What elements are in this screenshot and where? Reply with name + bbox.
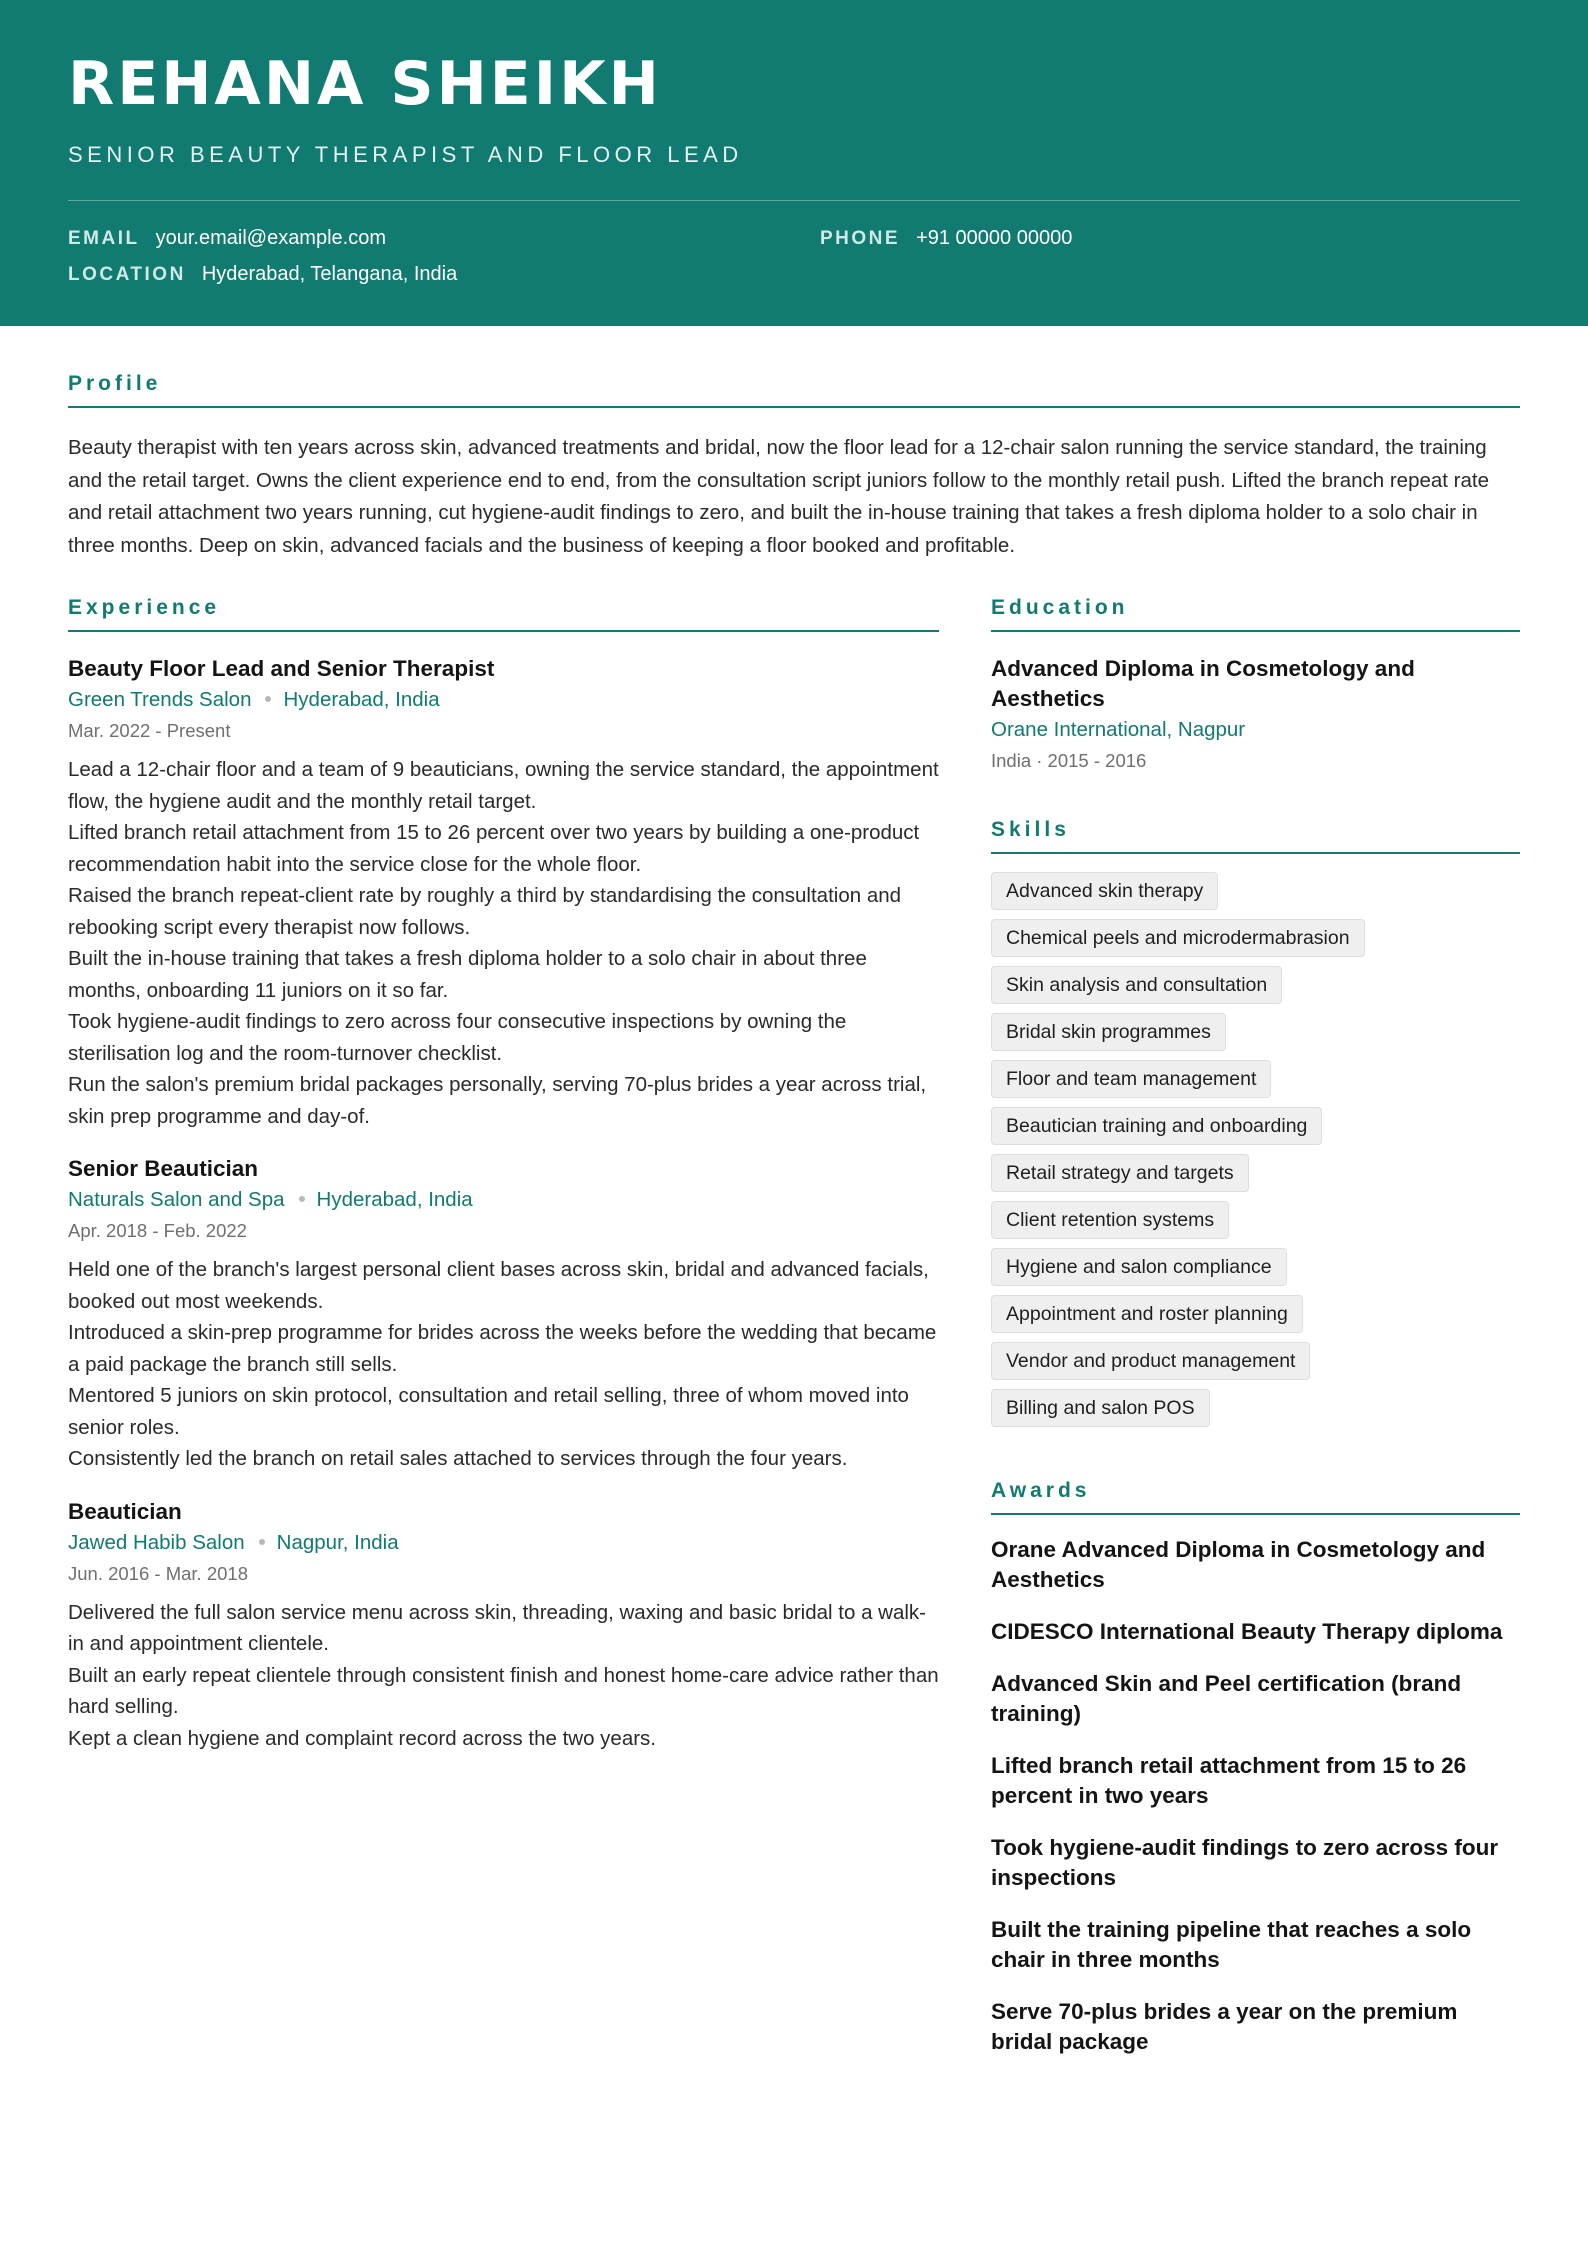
email-value[interactable]: your.email@example.com — [155, 227, 386, 249]
job-bullets — [68, 754, 939, 1132]
award-item: CIDESCO International Beauty Therapy diploma — [991, 1619, 1503, 1644]
job-bullet: Held one of the branch's largest personal client bases across skin, bridal and advanced facials, booked out most weekends. — [68, 1258, 929, 1313]
school-name: Orane International, Nagpur — [991, 718, 1246, 741]
job-dates: Mar. 2022 - Present — [68, 720, 231, 741]
job-bullet: Introduced a skin-prep programme for brides across the weeks before the wedding that became a paid package the branch still sells. — [68, 1321, 937, 1376]
contact-email — [68, 227, 386, 250]
job-bullet: Delivered the full salon service menu across skin, threading, waxing and basic bridal to a walk-in and appointment clientele. — [68, 1600, 927, 1655]
award-item: Serve 70-plus brides a year on the premium bridal package — [991, 1999, 1458, 2054]
education-heading: Education — [991, 596, 1520, 632]
job-entry — [68, 1154, 939, 1475]
education-section — [991, 596, 1520, 776]
job-location: Hyderabad, India — [283, 688, 440, 711]
skill-tag: Floor and team management — [991, 1060, 1271, 1098]
candidate-title: SENIOR BEAUTY THERAPIST AND FLOOR LEAD — [68, 142, 743, 167]
job-bullet: Lead a 12-chair floor and a team of 9 beauticians, owning the service standard, the appointment flow, the hygiene audit and the monthly retail target. — [68, 758, 939, 813]
location-value: Hyderabad, Telangana, India — [201, 263, 458, 285]
job-employer — [68, 1527, 939, 1559]
education-entry — [991, 654, 1520, 776]
phone-label: PHONE — [820, 228, 901, 249]
job-bullet: Built the in-house training that takes a fresh diploma holder to a solo chair in about three months, onboarding 11 juniors on it so far. — [68, 947, 867, 1002]
job-bullet: Built an early repeat clientele through consistent finish and honest home-care advice rather than hard selling. — [68, 1663, 939, 1718]
experience-section — [68, 596, 939, 1754]
job-bullet: Took hygiene-audit findings to zero across four consecutive inspections by owning the sterilisation log and the room-turnover checklist. — [68, 1010, 847, 1065]
degree-name: Advanced Diploma in Cosmetology and Aesthetics — [991, 656, 1415, 711]
resume-header — [0, 0, 1588, 326]
awards-heading: Awards — [991, 1479, 1520, 1515]
phone-value[interactable]: +91 00000 00000 — [916, 227, 1073, 249]
job-bullets — [68, 1597, 939, 1755]
sidebar-column — [991, 596, 1520, 2079]
job-bullet: Lifted branch retail attachment from 15 to 26 percent over two years by building a one-product recommendation habit into the service close for the whole floor. — [68, 821, 920, 876]
skill-tag: Retail strategy and targets — [991, 1154, 1249, 1192]
company-name: Green Trends Salon — [68, 688, 252, 711]
contact-phone — [820, 227, 1072, 250]
skill-tag: Client retention systems — [991, 1201, 1229, 1239]
job-bullet: Run the salon's premium bridal packages personally, serving 70-plus brides a year across trial, skin prep programme and day-of. — [68, 1073, 927, 1128]
job-employer — [68, 684, 939, 716]
job-bullet: Mentored 5 juniors on skin protocol, consultation and retail selling, three of whom moved into senior roles. — [68, 1384, 909, 1439]
awards-section — [991, 1479, 1520, 2057]
job-dates: Jun. 2016 - Mar. 2018 — [68, 1562, 248, 1584]
skill-tag: Advanced skin therapy — [991, 872, 1218, 910]
education-meta: India · 2015 - 2016 — [991, 750, 1147, 771]
separator-dot — [259, 1539, 265, 1545]
award-item: Lifted branch retail attachment from 15 to 26 percent in two years — [991, 1753, 1467, 1808]
job-title: Senior Beautician — [68, 1156, 259, 1181]
skill-tag: Appointment and roster planning — [991, 1295, 1303, 1333]
skill-tag: Chemical peels and microdermabrasion — [991, 919, 1365, 957]
skills-section — [991, 818, 1520, 1427]
location-label: LOCATION — [68, 264, 186, 285]
award-item: Orane Advanced Diploma in Cosmetology and Aesthetics — [991, 1537, 1486, 1592]
skills-list — [991, 872, 1520, 1427]
awards-list — [991, 1535, 1520, 2057]
skill-tag: Vendor and product management — [991, 1342, 1310, 1380]
job-bullets — [68, 1254, 939, 1475]
job-title: Beauty Floor Lead and Senior Therapist — [68, 656, 495, 681]
candidate-name: REHANA SHEIKH — [68, 49, 662, 119]
skills-heading: Skills — [991, 818, 1520, 854]
contact-block — [68, 201, 1520, 301]
experience-heading: Experience — [68, 596, 939, 632]
email-label: EMAIL — [68, 228, 140, 249]
skill-tag: Billing and salon POS — [991, 1389, 1210, 1427]
job-bullet: Consistently led the branch on retail sales attached to services through the four years. — [68, 1447, 848, 1470]
job-entry — [68, 1497, 939, 1755]
job-title: Beautician — [68, 1498, 182, 1524]
skill-tag: Bridal skin programmes — [991, 1013, 1226, 1051]
profile-summary: Beauty therapist with ten years across skin, advanced treatments and bridal, now the floor lead for a 12-chair salon running the service standard, the training and the retail target. Owns the client experience end to end, from the consultation script juniors follow to the monthly retail push. Lifted the branch repeat rate and retail attachment two years running, cut hygiene-audit findings to zero, and built the in-house training that takes a fresh diploma holder to a solo chair in three months. Deep on skin, advanced facials and the business of keeping a floor booked and profitable. — [68, 436, 1489, 557]
job-dates: Apr. 2018 - Feb. 2022 — [68, 1220, 247, 1241]
company-name: Naturals Salon and Spa — [68, 1188, 285, 1211]
award-item: Took hygiene-audit findings to zero across four inspections — [991, 1835, 1499, 1890]
resume-body — [0, 372, 1588, 2096]
profile-section — [68, 372, 1520, 562]
skill-tag: Beautician training and onboarding — [991, 1107, 1322, 1145]
award-item: Advanced Skin and Peel certification (brand training) — [991, 1671, 1462, 1726]
job-bullet: Kept a clean hygiene and complaint record across the two years. — [68, 1726, 656, 1750]
job-bullet: Raised the branch repeat-client rate by roughly a third by standardising the consultation and rebooking script every therapist now follows. — [68, 884, 902, 939]
skill-tag: Skin analysis and consultation — [991, 966, 1282, 1004]
contact-location — [68, 263, 457, 286]
separator-dot — [265, 696, 271, 702]
job-entry — [68, 654, 939, 1132]
profile-heading: Profile — [68, 372, 1520, 408]
separator-dot — [299, 1196, 305, 1202]
company-name: Jawed Habib Salon — [68, 1530, 245, 1554]
two-column-layout — [68, 596, 1520, 2096]
award-item: Built the training pipeline that reaches a solo chair in three months — [991, 1917, 1472, 1972]
job-location: Hyderabad, India — [316, 1188, 473, 1211]
job-location: Nagpur, India — [276, 1530, 399, 1554]
job-employer — [68, 1184, 939, 1216]
skill-tag: Hygiene and salon compliance — [991, 1248, 1287, 1286]
